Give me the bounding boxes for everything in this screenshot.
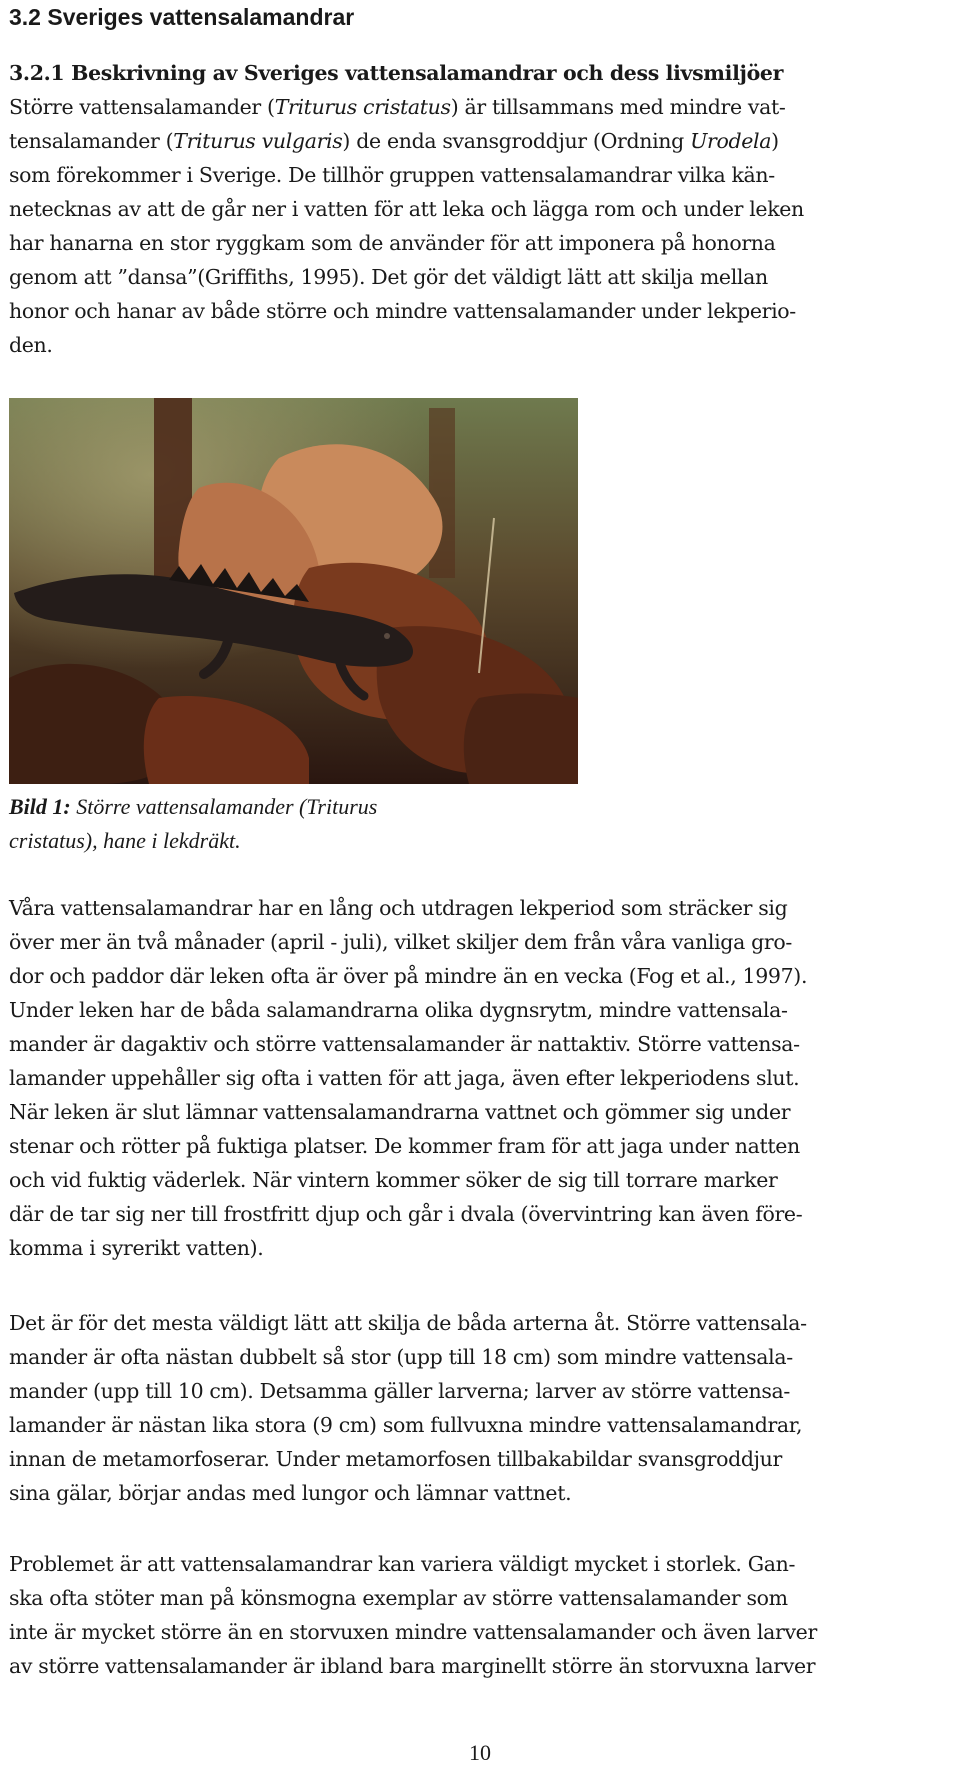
intro-line: Större vattensalamander (Triturus cristatus) är tillsammans med mindre vat- <box>9 95 786 119</box>
intro-line: netecknas av att de går ner i vatten för att leka och lägga rom och under leken <box>9 197 804 221</box>
body-line: mander (upp till 10 cm). Detsamma gäller larverna; larver av större vattensa- <box>9 1379 790 1403</box>
body-line: Våra vattensalamandrar har en lång och utdragen lekperiod som sträcker sig <box>9 896 788 920</box>
body-line: där de tar sig ner till frostfritt djup och går i dvala (övervintring kan även före- <box>9 1202 803 1226</box>
body-line: mander är dagaktiv och större vattensalamander är nattaktiv. Större vattensa- <box>9 1032 800 1056</box>
figure-caption <box>9 790 569 858</box>
intro-line: tensalamander (Triturus vulgaris) de enda svansgroddjur (Ordning Urodela) <box>9 129 779 153</box>
body-line: dor och paddor där leken ofta är över på mindre än en vecka (Fog et al., 1997). <box>9 964 808 988</box>
body-line: och vid fuktig väderlek. När vintern kommer söker de sig till torrare marker <box>9 1168 778 1192</box>
body-line: Det är för det mesta väldigt lätt att skilja de båda arterna åt. Större vattensala- <box>9 1311 807 1335</box>
body-line: inte är mycket större än en storvuxen mindre vattensalamander och även larver <box>9 1620 817 1644</box>
intro-line: har hanarna en stor ryggkam som de använder för att imponera på honorna <box>9 231 776 255</box>
paragraph-2 <box>9 891 807 1265</box>
order-name: Urodela <box>690 129 772 153</box>
body-line: sina gälar, börjar andas med lungor och lämnar vattnet. <box>9 1481 572 1505</box>
species-name: Triturus cristatus <box>274 95 451 119</box>
body-line: mander är ofta nästan dubbelt så stor (upp till 18 cm) som mindre vattensala- <box>9 1345 793 1369</box>
intro-line: den. <box>9 333 53 357</box>
caption-label: Bild 1: <box>9 794 71 819</box>
newt-photo <box>9 398 578 784</box>
body-line: över mer än två månader (april - juli), vilket skiljer dem från våra vanliga gro- <box>9 930 792 954</box>
caption-text: cristatus), hane i lekdräkt. <box>9 828 241 853</box>
body-line: lamander uppehåller sig ofta i vatten för att jaga, även efter lekperiodens slut. <box>9 1066 800 1090</box>
intro-paragraph <box>9 56 804 362</box>
intro-line: som förekommer i Sverige. De tillhör gruppen vattensalamandrar vilka kän- <box>9 163 775 187</box>
intro-line: genom att ”dansa”(Griffiths, 1995). Det gör det väldigt lätt att skilja mellan <box>9 265 768 289</box>
species-name: Triturus vulgaris <box>173 129 343 153</box>
body-line: innan de metamorfoserar. Under metamorfosen tillbakabildar svansgroddjur <box>9 1447 782 1471</box>
page-number: 10 <box>469 1740 491 1765</box>
leaf <box>464 694 578 784</box>
body-line: av större vattensalamander är ibland bara marginellt större än storvuxna larver <box>9 1654 816 1678</box>
body-line: ska ofta stöter man på könsmogna exemplar av större vattensalamander som <box>9 1586 788 1610</box>
subsection-heading: 3.2.1 Beskrivning av Sveriges vattensalamandrar och dess livsmiljöer <box>9 61 784 85</box>
paragraph-4 <box>9 1547 817 1683</box>
body-line: Under leken har de båda salamandrarna olika dygnsrytm, mindre vattensala- <box>9 998 788 1022</box>
body-line: komma i syrerikt vatten). <box>9 1236 264 1260</box>
body-line: Problemet är att vattensalamandrar kan variera väldigt mycket i storlek. Gan- <box>9 1552 796 1576</box>
caption-text: Större vattensalamander (Triturus <box>70 794 378 819</box>
body-line: stenar och rötter på fuktiga platser. De kommer fram för att jaga under natten <box>9 1134 800 1158</box>
intro-line: honor och hanar av både större och mindre vattensalamander under lekperio- <box>9 299 796 323</box>
section-heading: 3.2 Sveriges vattensalamandrar <box>9 4 355 30</box>
paragraph-3 <box>9 1306 807 1510</box>
body-line: lamander är nästan lika stora (9 cm) som fullvuxna mindre vattensalamandrar, <box>9 1413 803 1437</box>
body-line: När leken är slut lämnar vattensalamandrarna vattnet och gömmer sig under <box>9 1100 791 1124</box>
